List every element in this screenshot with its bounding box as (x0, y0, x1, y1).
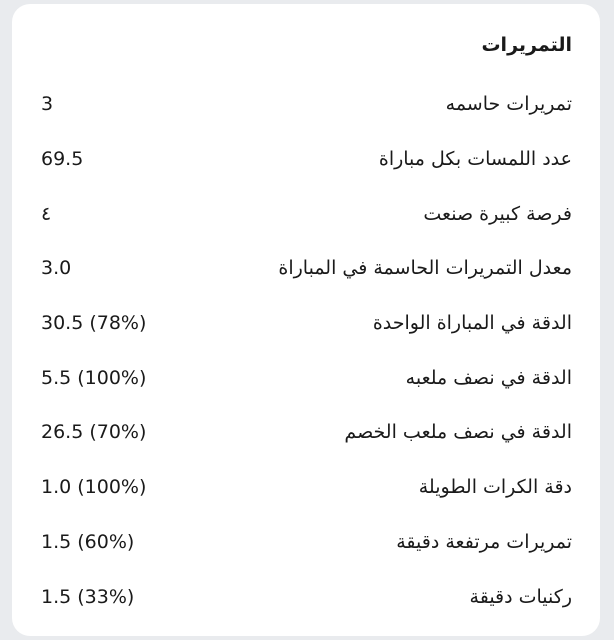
stat-value: 1.0 (100%) (41, 476, 147, 499)
stat-label: تمريرات حاسمه (445, 93, 572, 116)
stat-value: 26.5 (70%) (41, 421, 147, 444)
stat-row-accuracy-own-half (12, 350, 600, 405)
stat-row-touches-per-match (12, 132, 600, 187)
stat-value: 1.5 (60%) (41, 530, 135, 553)
stat-value: 3.0 (41, 257, 72, 280)
stat-label: عدد اللمسات بكل مباراة (378, 148, 572, 171)
stat-value: 5.5 (100%) (41, 366, 147, 389)
stats-list (12, 77, 600, 624)
stat-label: تمريرات مرتفعة دقيقة (396, 530, 572, 553)
stat-row-key-passes-per-match (12, 241, 600, 296)
stat-label: معدل التمريرات الحاسمة في المباراة (278, 257, 572, 280)
stat-row-big-chances-created (12, 186, 600, 241)
stat-row-key-passes (12, 77, 600, 132)
passing-stats-card (12, 4, 600, 636)
stat-value: 1.5 (33%) (41, 585, 135, 608)
stat-value: 69.5 (41, 148, 84, 171)
stat-label: الدقة في المباراة الواحدة (372, 312, 572, 335)
stat-row-accurate-chipped-passes (12, 515, 600, 570)
section-title: التمريرات (481, 34, 572, 56)
stat-label: فرصة كبيرة صنعت (423, 202, 572, 225)
stat-row-accurate-corners (12, 569, 600, 624)
stat-label: ركنيات دقيقة (469, 585, 572, 608)
stat-label: الدقة في نصف ملعب الخصم (344, 421, 572, 444)
stat-row-accuracy-per-match (12, 296, 600, 351)
stat-value: 30.5 (78%) (41, 312, 147, 335)
stat-label: الدقة في نصف ملعبه (405, 366, 572, 389)
stat-label: دقة الكرات الطويلة (418, 476, 572, 499)
stat-value: 3 (41, 93, 54, 116)
stat-value: ٤ (41, 202, 52, 225)
stat-row-accuracy-opposition-half (12, 405, 600, 460)
stat-row-long-balls-accuracy (12, 460, 600, 515)
